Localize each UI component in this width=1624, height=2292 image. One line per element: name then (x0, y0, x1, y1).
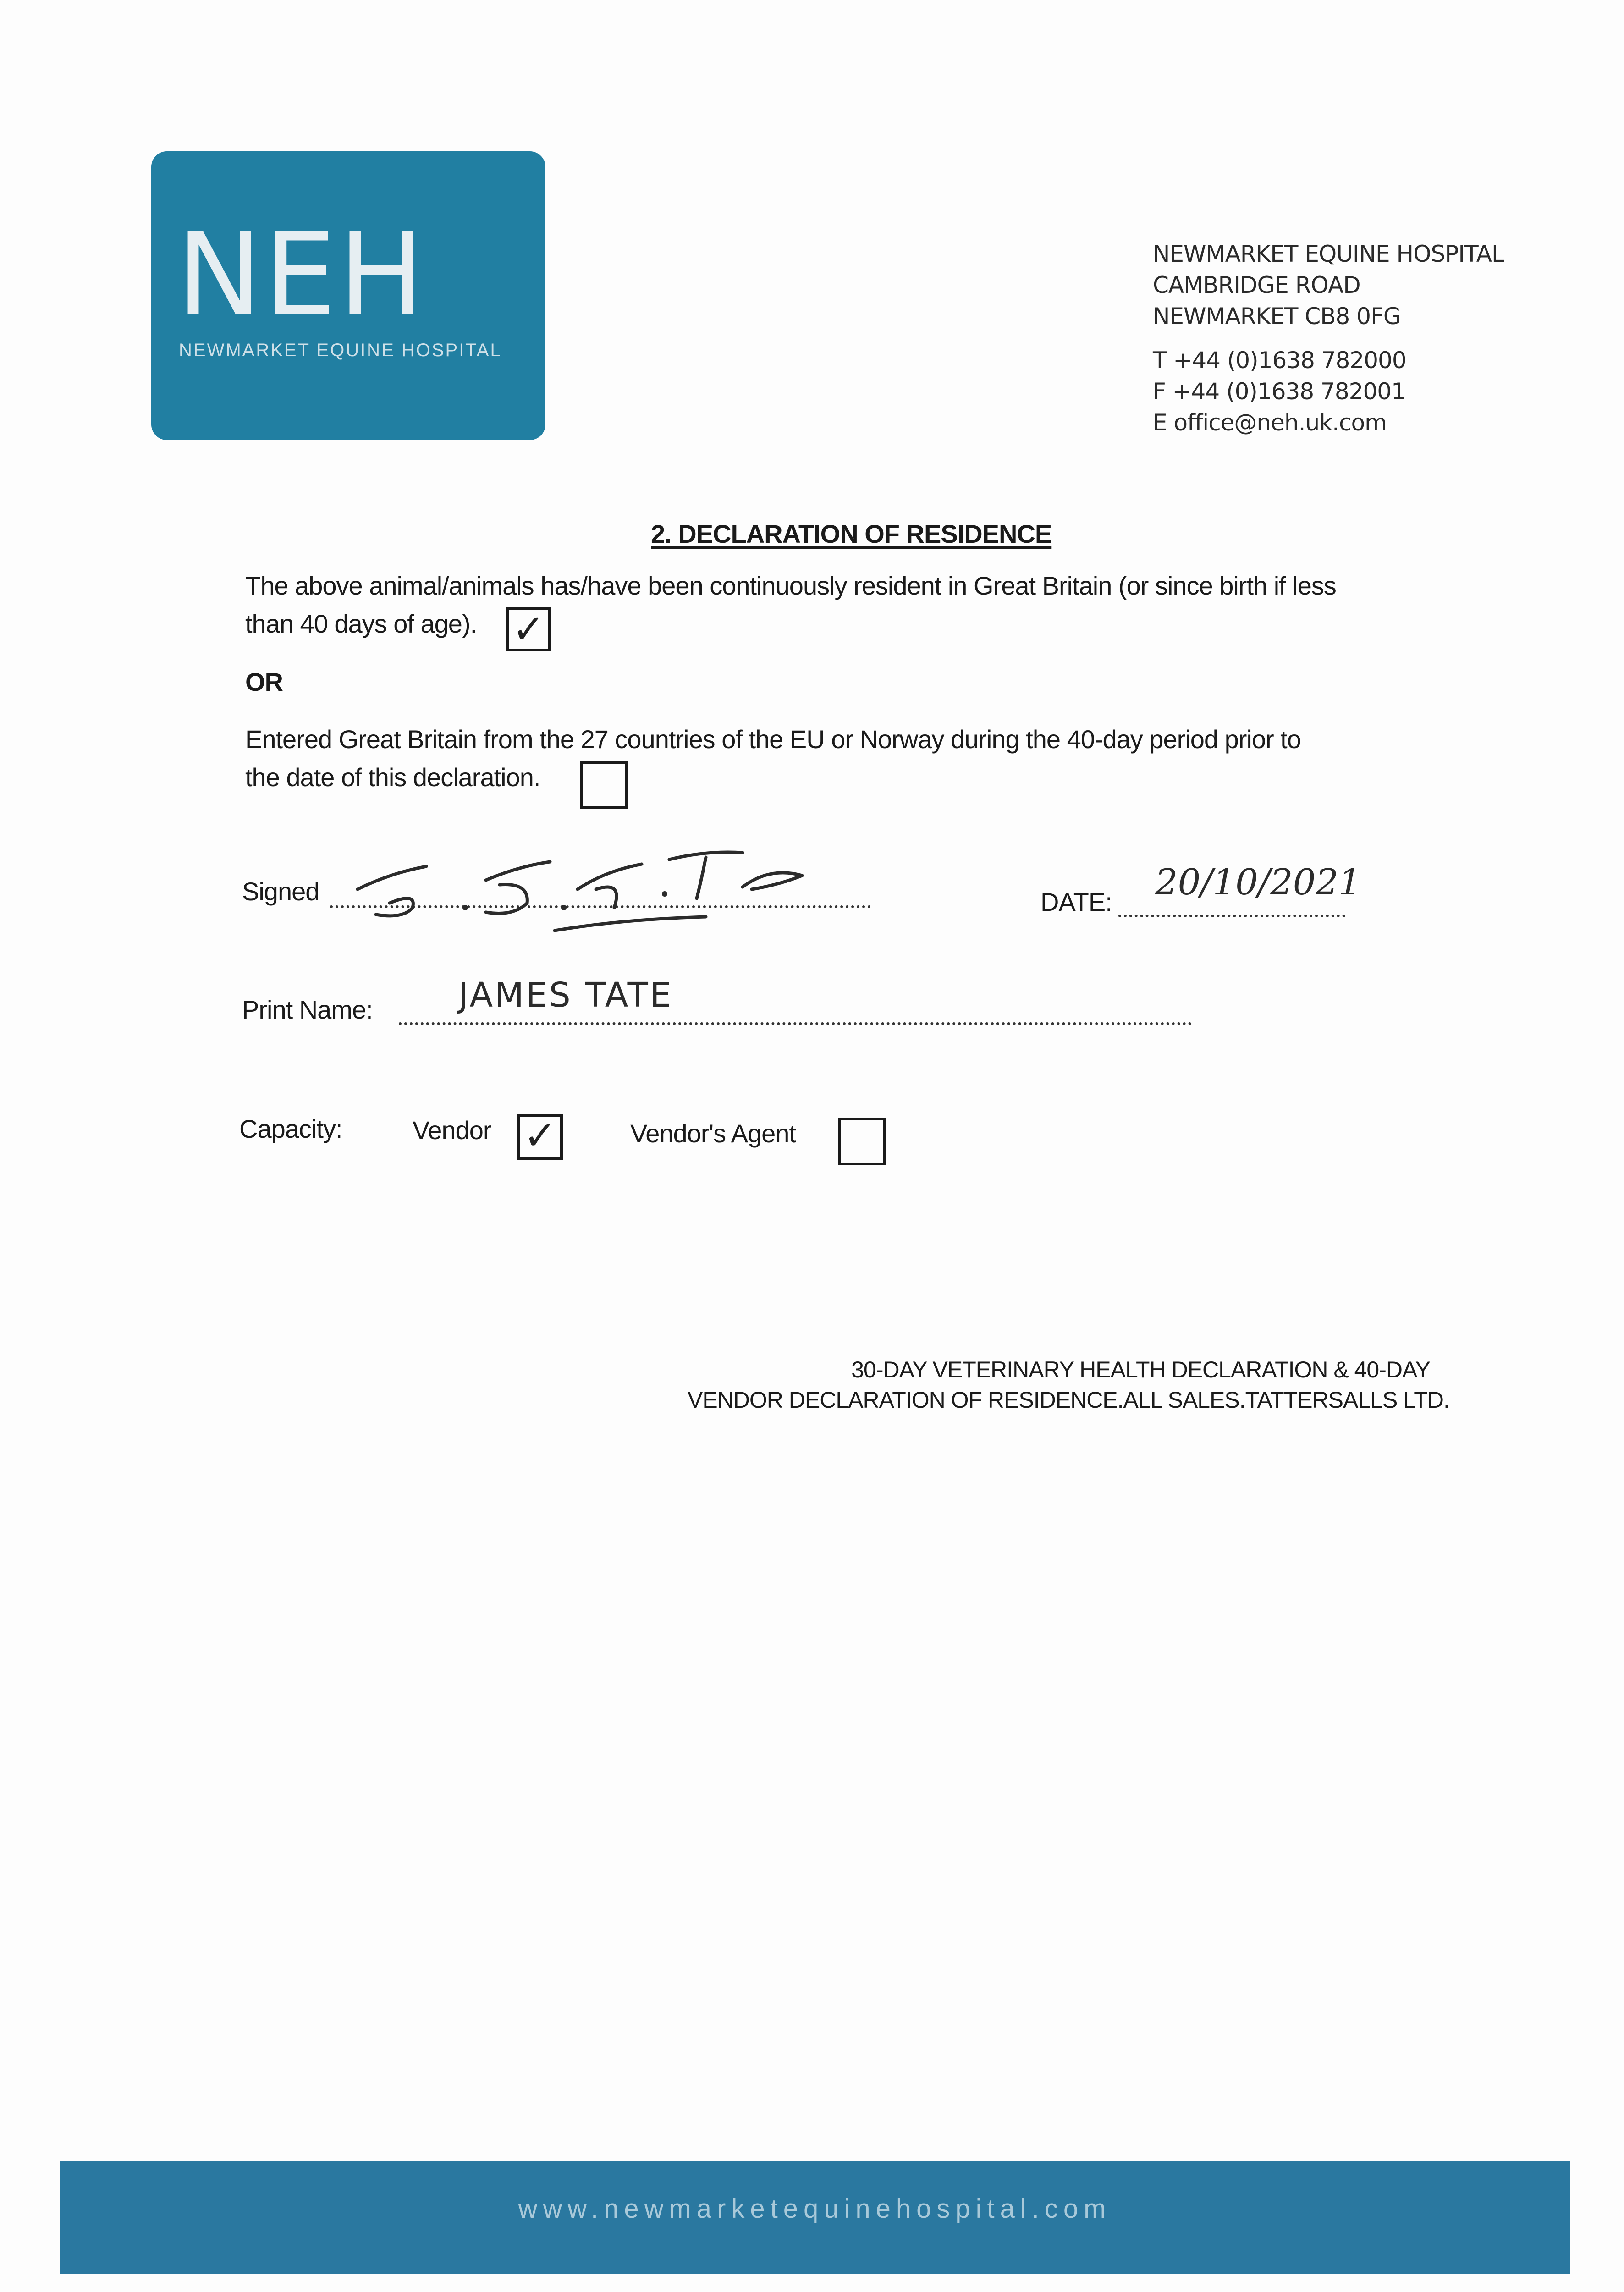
form-reference-note (688, 1355, 1449, 1415)
option1-checkbox[interactable] (506, 607, 551, 651)
capacity-label: Capacity: (239, 1114, 342, 1143)
fax-number: F +44 (0)1638 782001 (1153, 378, 1405, 405)
vendor-agent-label: Vendor's Agent (630, 1119, 796, 1148)
declaration-heading: 2. DECLARATION OF RESIDENCE (651, 519, 1052, 548)
vendor-agent-checkbox[interactable] (838, 1118, 886, 1165)
option2-checkbox[interactable] (580, 761, 628, 809)
option2-text-line1: Entered Great Britain from the 27 countries of the EU or Norway during the 40-day period prior to (245, 725, 1301, 754)
date-value: 20/10/2021 (1155, 862, 1361, 903)
check-mark-icon: ✓ (523, 1113, 557, 1159)
print-name-line[interactable] (399, 1022, 1192, 1025)
address-line: NEWMARKET EQUINE HOSPITAL (1153, 241, 1504, 267)
vendor-checkbox[interactable] (517, 1114, 563, 1160)
signed-label: Signed (242, 877, 319, 906)
or-label: OR (245, 667, 283, 696)
logo-mark: NEH (176, 208, 426, 342)
website-url: www.newmarketequinehospital.com (518, 2194, 1112, 2224)
logo-subtitle: NEWMARKET EQUINE HOSPITAL (179, 340, 502, 360)
address-line: NEWMARKET CB8 0FG (1153, 303, 1401, 330)
phone-number: T +44 (0)1638 782000 (1153, 347, 1406, 374)
option1-text-line1: The above animal/animals has/have been continuously resident in Great Britain (or since birth if less (245, 571, 1336, 600)
vendor-label: Vendor (413, 1116, 491, 1145)
print-name-value: JAMES TATE (458, 975, 673, 1015)
footer-bar (60, 2161, 1570, 2274)
print-name-label: Print Name: (242, 995, 373, 1024)
date-label: DATE: (1040, 887, 1112, 916)
option1-text-line2: than 40 days of age). (245, 609, 477, 638)
date-line[interactable] (1118, 915, 1345, 917)
option2-text-line2: the date of this declaration. (245, 763, 540, 792)
address-block (1153, 238, 1565, 438)
form-reference-line1: 30-DAY VETERINARY HEALTH DECLARATION & 40-DAY (851, 1357, 1430, 1383)
email-address: E office@neh.uk.com (1153, 409, 1387, 436)
form-reference-line2: VENDOR DECLARATION OF RESIDENCE.ALL SALES.TATTERSALLS LTD. (688, 1387, 1449, 1413)
handwritten-signature (348, 839, 816, 935)
hospital-logo (151, 151, 545, 440)
address-line: CAMBRIDGE ROAD (1153, 272, 1360, 298)
check-mark-icon: ✓ (512, 606, 545, 652)
